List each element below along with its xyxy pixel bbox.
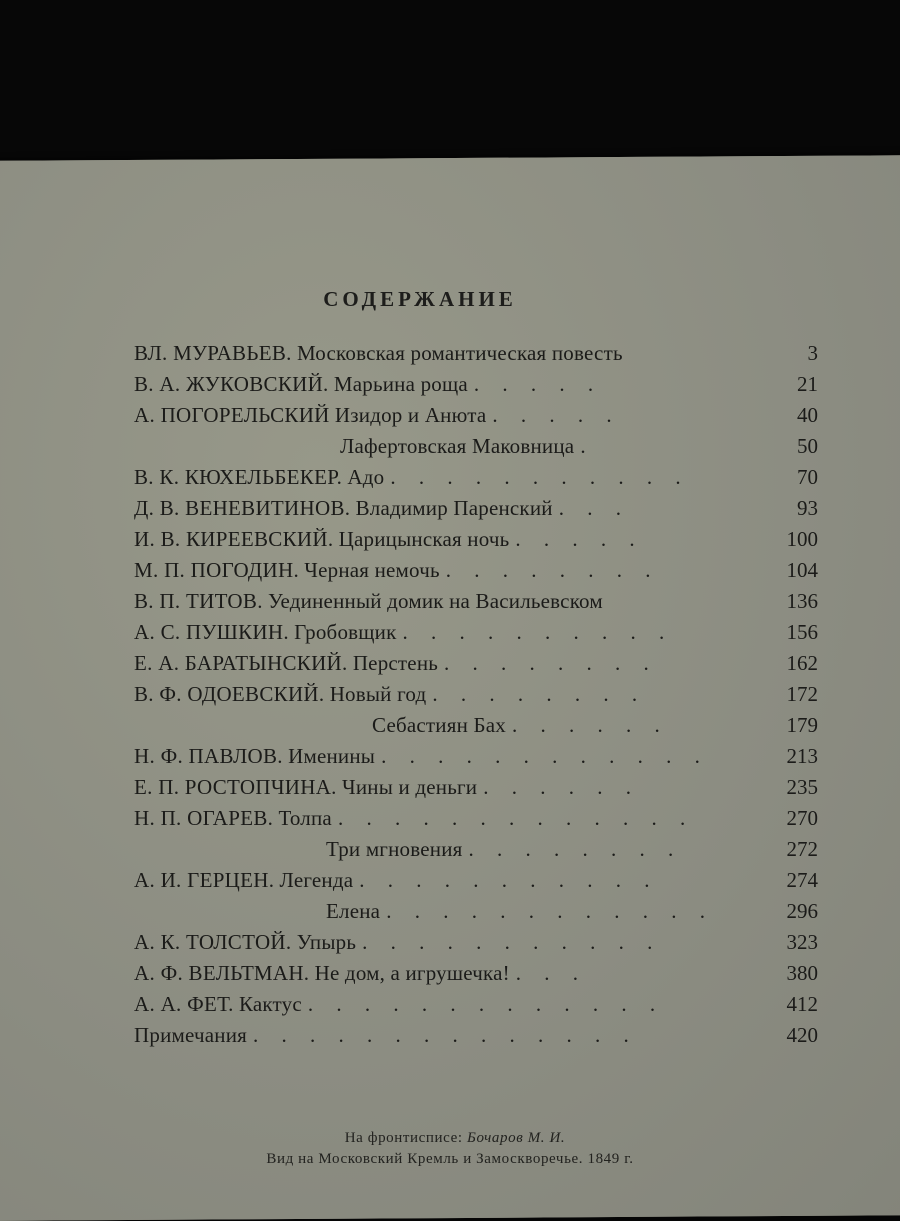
- toc-title: Гробовщик: [294, 620, 397, 644]
- toc-leader-dots: . . . . .: [492, 403, 621, 427]
- toc-entry-text: [134, 370, 602, 398]
- toc-page-number: 323: [786, 930, 818, 954]
- toc-entry: [0, 494, 900, 525]
- toc-author: Е. А. БАРАТЫНСКИЙ.: [134, 651, 348, 675]
- toc-entry: [0, 463, 900, 494]
- toc-leader-dots: . . . . . . . . . . . . .: [337, 806, 695, 830]
- toc-author: А. Ф. ВЕЛЬТМАН.: [134, 961, 310, 985]
- toc-author: А. И. ГЕРЦЕН.: [134, 868, 275, 892]
- toc-leader-dots: . . . . . . . .: [445, 558, 660, 582]
- toc-page-number: 162: [786, 651, 818, 675]
- toc-title: Уединенный домик на Васильевском: [268, 589, 603, 613]
- toc-title: Черная немочь: [304, 558, 440, 582]
- toc-entry-text: [134, 618, 673, 646]
- toc-entry: [0, 835, 900, 866]
- toc-entry-text: [134, 773, 640, 801]
- toc-leader-dots: . . . . . .: [483, 775, 640, 799]
- toc-title: Адо: [347, 465, 385, 489]
- toc-leader-dots: . . . . .: [473, 372, 603, 396]
- toc-entry: [0, 618, 900, 649]
- toc-title: Три мгновения: [326, 837, 463, 861]
- toc-entry: [0, 897, 900, 928]
- toc-page-number: 235: [786, 775, 818, 799]
- toc-entry-text: [372, 711, 669, 739]
- toc-leader-dots: .: [580, 434, 595, 458]
- toc-page-number: 136: [786, 589, 818, 613]
- toc-entry-text: [134, 649, 658, 677]
- toc-page-number: 104: [786, 558, 818, 582]
- toc-page-number: 380: [786, 961, 818, 985]
- toc-entry: [0, 1021, 900, 1052]
- toc-leader-dots: . . . . . . . . . . . .: [381, 744, 709, 768]
- toc-leader-dots: . . . . . .: [511, 713, 669, 737]
- toc-leader-dots: . . . . .: [515, 527, 644, 551]
- toc-title: Изидор и Анюта: [334, 403, 487, 427]
- page-title: СОДЕРЖАНИЕ: [323, 287, 517, 311]
- toc-leader-dots: . . . . . . . .: [468, 837, 683, 861]
- toc-leader-dots: . . . . . . . .: [432, 682, 647, 706]
- toc-entry-text: [134, 525, 644, 553]
- toc-entry-text: [134, 804, 694, 832]
- toc-page-number: 21: [797, 372, 818, 396]
- toc-leader-dots: . . . . . . . . . . . . .: [307, 992, 665, 1016]
- toc-title: Легенда: [279, 868, 354, 892]
- toc-author: Д. В. ВЕНЕВИТИНОВ.: [134, 496, 351, 520]
- toc-author: Н. П. ОГАРЕВ.: [134, 806, 274, 830]
- toc-title: Московская романтическая повесть: [296, 341, 623, 365]
- toc-entry: [0, 928, 900, 959]
- toc-page-number: 272: [786, 837, 818, 861]
- toc-author: А. А. ФЕТ.: [134, 992, 234, 1016]
- toc-page-number: 70: [797, 465, 818, 489]
- toc-author: В. А. ЖУКОВСКИЙ.: [134, 372, 329, 396]
- frontispiece-caption: [0, 1128, 900, 1170]
- toc-page-number: 270: [786, 806, 818, 830]
- toc-author: М. П. ПОГОДИН.: [134, 558, 300, 582]
- toc-author: А. С. ПУШКИН.: [134, 620, 289, 644]
- toc-title: Марьина роща: [333, 372, 468, 396]
- toc-author: ВЛ. МУРАВЬЕВ.: [134, 341, 292, 365]
- toc-leader-dots: . . .: [558, 496, 630, 520]
- toc-entry: [0, 866, 900, 897]
- toc-leader-dots: . . . . . . . . . . .: [362, 930, 662, 954]
- toc-entry: [0, 556, 900, 587]
- toc-entry-text: [134, 866, 659, 894]
- toc-entry-text: [134, 928, 661, 956]
- toc-page-number: 179: [786, 713, 818, 737]
- toc-entry-text: [134, 339, 623, 367]
- toc-entry: [0, 587, 900, 618]
- toc-entry-text: [134, 742, 709, 770]
- toc-author: А. ПОГОРЕЛЬСКИЙ: [134, 403, 330, 427]
- toc-title: Примечания: [134, 1023, 248, 1047]
- toc-page-number: 172: [786, 682, 818, 706]
- toc-entry: [0, 711, 900, 742]
- toc-leader-dots: . . .: [515, 961, 588, 985]
- toc-page-number: 296: [786, 899, 818, 923]
- toc-leader-dots: . . . . . . . . . . . . . .: [253, 1023, 638, 1047]
- toc-author: В. Ф. ОДОЕВСКИЙ.: [134, 682, 325, 706]
- toc-author: В. П. ТИТОВ.: [134, 589, 263, 613]
- toc-entry: [0, 649, 900, 680]
- frontispiece-artist: Бочаров М. И.: [467, 1130, 566, 1146]
- toc-entry: [0, 401, 900, 432]
- toc-page-number: 50: [797, 434, 818, 458]
- toc-entry: [0, 773, 900, 804]
- toc-title: Кактус: [238, 992, 302, 1016]
- toc-page-number: 156: [786, 620, 818, 644]
- toc-entry: [0, 990, 900, 1021]
- toc-entry: [0, 370, 900, 401]
- toc-entry: [0, 680, 900, 711]
- toc-author: И. В. КИРЕЕВСКИЙ.: [134, 527, 334, 551]
- toc-title: Именины: [288, 744, 376, 768]
- toc-author: Е. П. РОСТОПЧИНА.: [134, 775, 337, 799]
- toc-entry: [0, 804, 900, 835]
- table-of-contents: [0, 339, 900, 1052]
- frontispiece-line: [0, 1128, 900, 1149]
- toc-page-number: 420: [786, 1023, 818, 1047]
- toc-entry-text: [134, 587, 603, 615]
- toc-entry-text: [134, 680, 646, 708]
- toc-entry-text: [134, 401, 621, 429]
- toc-leader-dots: . . . . . . . . . .: [402, 620, 674, 644]
- toc-entry-text: [134, 959, 587, 987]
- toc-author: А. К. ТОЛСТОЙ.: [134, 930, 292, 954]
- toc-page-number: 412: [786, 992, 818, 1016]
- toc-entry-text: [326, 897, 714, 925]
- toc-entry-text: [134, 990, 664, 1018]
- toc-leader-dots: . . . . . . . . . . .: [359, 868, 659, 892]
- toc-title: Владимир Паренский: [355, 496, 553, 520]
- toc-author: В. К. КЮХЕЛЬБЕКЕР.: [134, 465, 343, 489]
- toc-entry-text: [340, 432, 595, 460]
- toc-page-number: 274: [786, 868, 818, 892]
- toc-entry: [0, 525, 900, 556]
- toc-leader-dots: . . . . . . . . . . .: [390, 465, 690, 489]
- toc-page-number: 213: [786, 744, 818, 768]
- toc-page-number: 100: [786, 527, 818, 551]
- toc-title: Лафертовская Маковница: [340, 434, 575, 458]
- toc-entry: [0, 432, 900, 463]
- toc-entry-text: [134, 494, 630, 522]
- toc-entry-text: [134, 463, 690, 491]
- frontispiece-title: Вид на Московский Кремль и Замоскворечье. 1849 г.: [266, 1151, 634, 1167]
- toc-author: Н. Ф. ПАВЛОВ.: [134, 744, 283, 768]
- toc-title: Себастиян Бах: [372, 713, 506, 737]
- toc-title: Чины и деньги: [341, 775, 478, 799]
- toc-title: Толпа: [278, 806, 332, 830]
- toc-entry: [0, 959, 900, 990]
- toc-entry: [0, 339, 900, 370]
- toc-title: Царицынская ночь: [338, 527, 510, 551]
- toc-title: Елена: [326, 899, 381, 923]
- toc-entry-text: [326, 835, 682, 863]
- toc-page-number: 40: [797, 403, 818, 427]
- toc-leader-dots: . . . . . . . .: [444, 651, 658, 675]
- toc-title: Перстень: [352, 651, 439, 675]
- toc-page-number: 93: [797, 496, 818, 520]
- toc-title: Упырь: [296, 930, 357, 954]
- toc-entry-text: [134, 1021, 638, 1049]
- toc-leader-dots: . . . . . . . . . . . .: [386, 899, 714, 923]
- toc-title: Новый год: [329, 682, 427, 706]
- toc-title: Не дом, а игрушечка!: [314, 961, 510, 985]
- toc-page-number: 3: [807, 341, 818, 365]
- frontispiece-prefix: На фронтисписе:: [344, 1130, 468, 1146]
- toc-entry: [0, 742, 900, 773]
- toc-entry-text: [134, 556, 660, 584]
